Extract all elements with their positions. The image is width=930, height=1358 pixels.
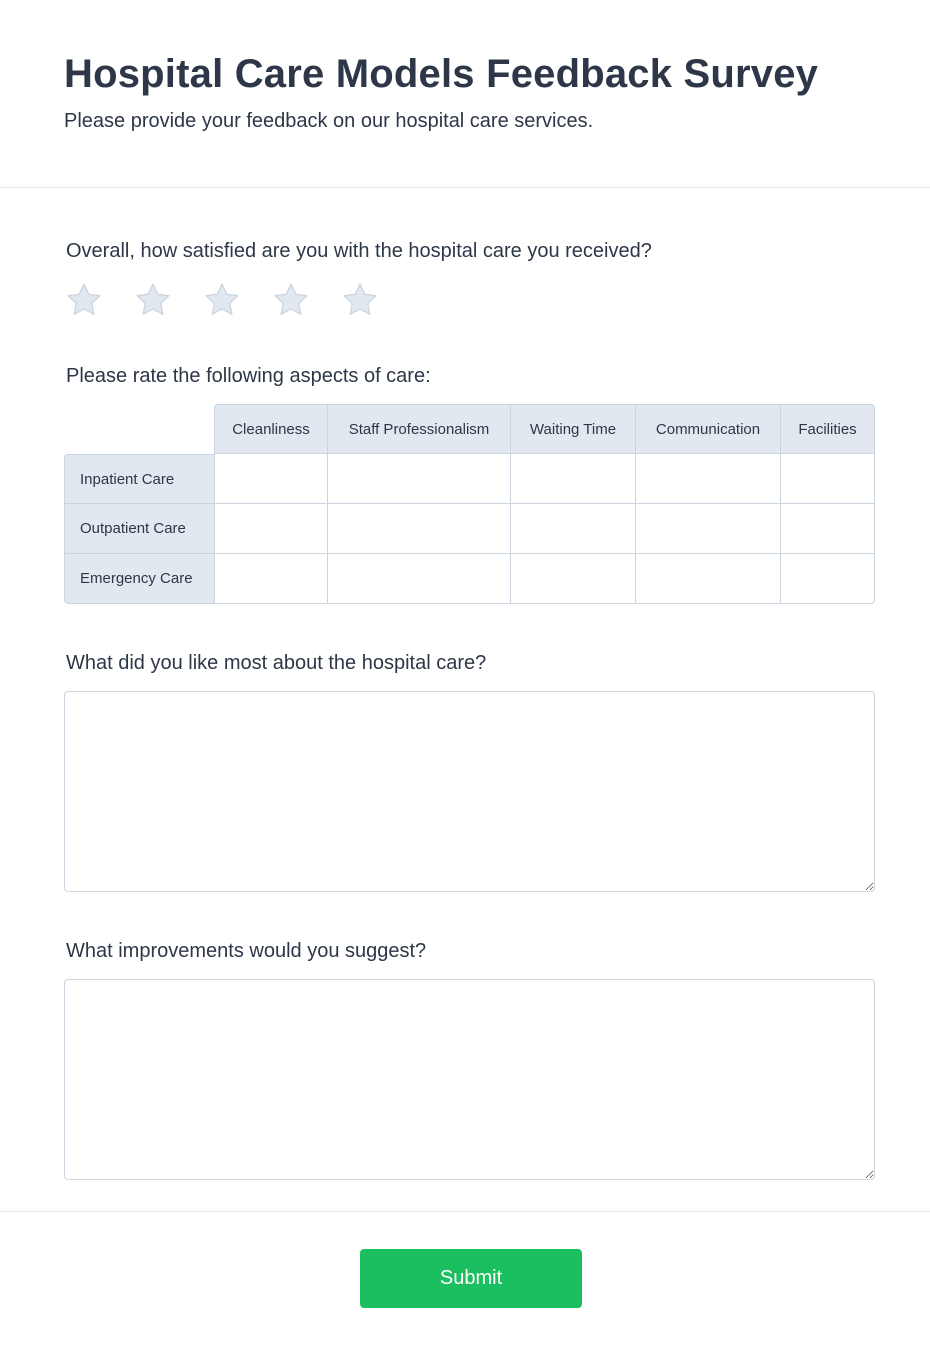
rating-cell[interactable] bbox=[328, 554, 511, 604]
star-icon[interactable] bbox=[64, 280, 104, 320]
aspects-rating-grid bbox=[64, 404, 875, 604]
aspects-question: Please rate the following aspects of care: bbox=[66, 365, 431, 387]
rating-cell[interactable] bbox=[636, 504, 781, 554]
grid-corner bbox=[64, 404, 214, 454]
star-icon[interactable] bbox=[133, 280, 173, 320]
rating-cell[interactable] bbox=[781, 454, 875, 504]
row-header-inpatient-care: Inpatient Care bbox=[64, 454, 214, 504]
row-header-outpatient-care: Outpatient Care bbox=[64, 504, 214, 554]
rating-cell[interactable] bbox=[328, 454, 511, 504]
rating-cell[interactable] bbox=[636, 454, 781, 504]
page-title: Hospital Care Models Feedback Survey bbox=[64, 52, 819, 96]
rating-cell[interactable] bbox=[511, 504, 636, 554]
liked-most-question: What did you like most about the hospital care? bbox=[66, 652, 487, 674]
improvements-question: What improvements would you suggest? bbox=[66, 940, 427, 962]
column-header-facilities: Facilities bbox=[781, 404, 875, 454]
survey-header bbox=[0, 0, 930, 188]
page-subtitle: Please provide your feedback on our hospital care services. bbox=[64, 110, 594, 132]
overall-satisfaction-question: Overall, how satisfied are you with the hospital care you received? bbox=[66, 240, 652, 262]
row-header-emergency-care: Emergency Care bbox=[64, 554, 214, 604]
rating-cell[interactable] bbox=[214, 554, 328, 604]
column-header-staff-professionalism: Staff Professionalism bbox=[328, 404, 511, 454]
rating-cell[interactable] bbox=[214, 454, 328, 504]
grid-row-outpatient-care bbox=[64, 504, 875, 554]
star-icon[interactable] bbox=[202, 280, 242, 320]
rating-cell[interactable] bbox=[636, 554, 781, 604]
rating-cell[interactable] bbox=[511, 554, 636, 604]
column-header-communication: Communication bbox=[636, 404, 781, 454]
rating-cell[interactable] bbox=[511, 454, 636, 504]
grid-row-inpatient-care bbox=[64, 454, 875, 504]
submit-button[interactable]: Submit bbox=[360, 1249, 582, 1308]
rating-cell[interactable] bbox=[214, 504, 328, 554]
star-icon[interactable] bbox=[271, 280, 311, 320]
grid-row-emergency-care bbox=[64, 554, 875, 604]
improvements-textarea[interactable] bbox=[64, 979, 875, 1180]
star-icon[interactable] bbox=[340, 280, 380, 320]
rating-cell[interactable] bbox=[781, 504, 875, 554]
rating-cell[interactable] bbox=[781, 554, 875, 604]
rating-cell[interactable] bbox=[328, 504, 511, 554]
column-header-cleanliness: Cleanliness bbox=[214, 404, 328, 454]
liked-most-textarea[interactable] bbox=[64, 691, 875, 892]
column-header-waiting-time: Waiting Time bbox=[511, 404, 636, 454]
